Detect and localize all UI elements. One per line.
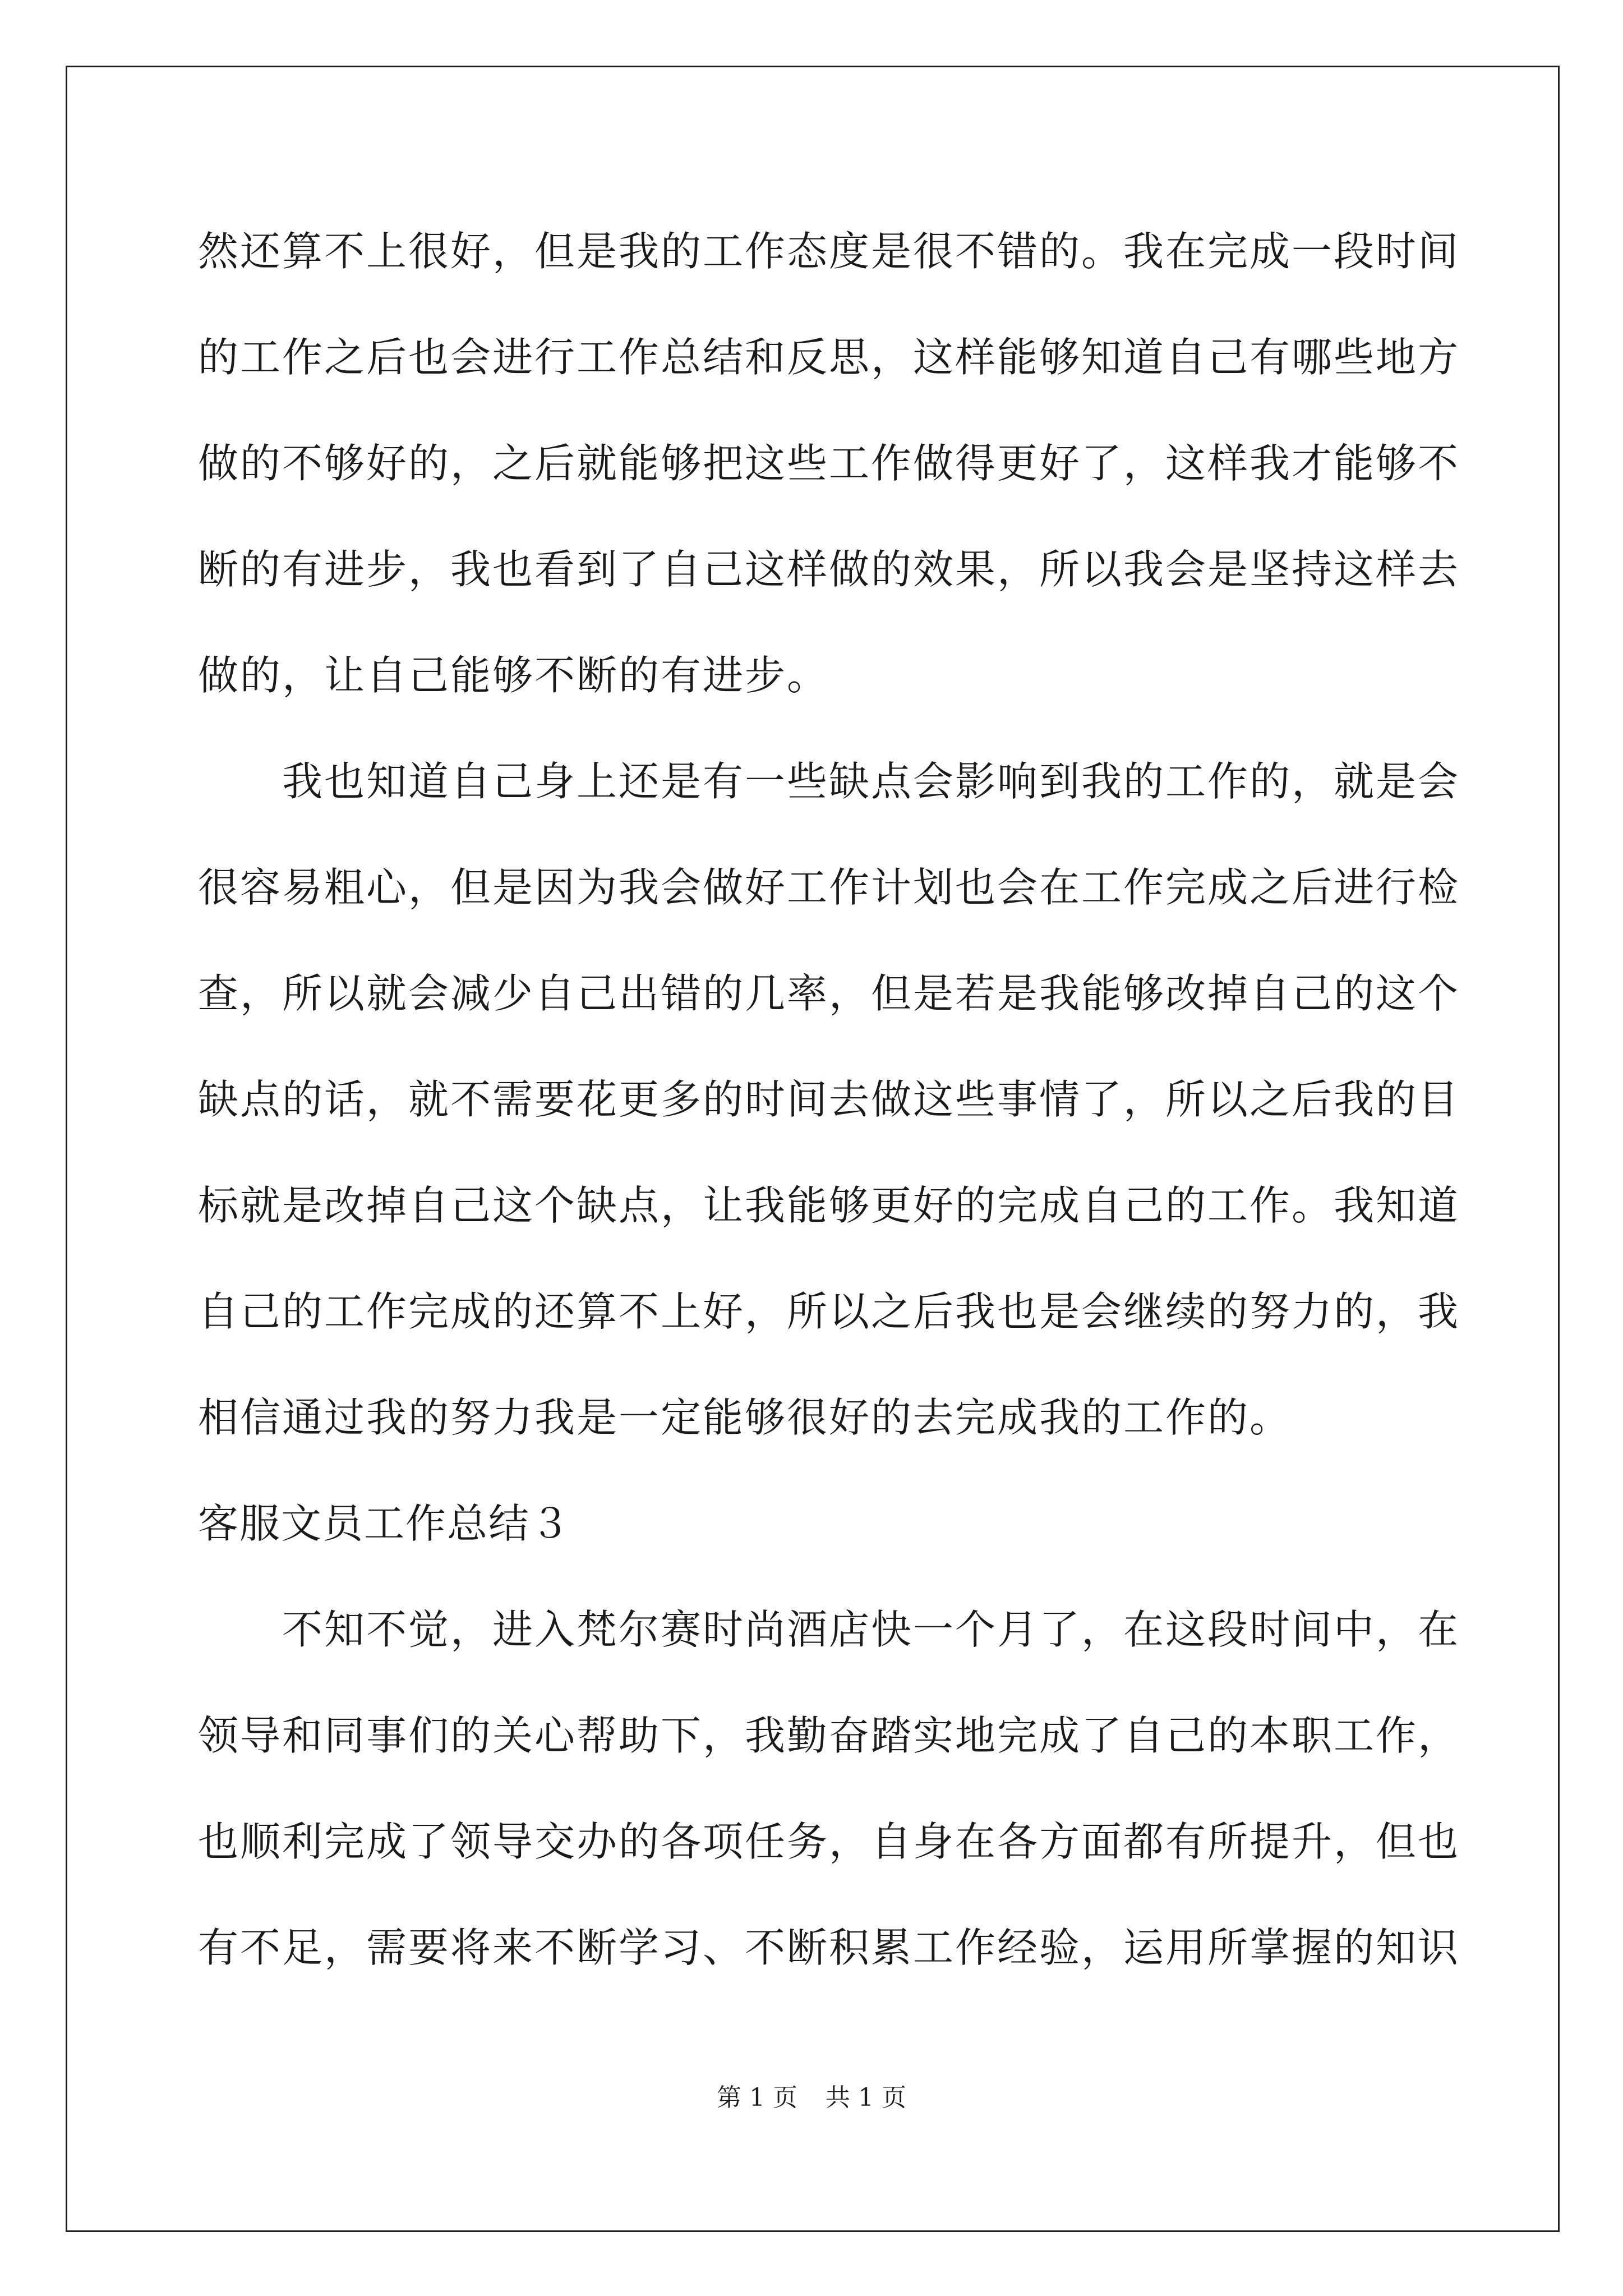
paragraph-line: 缺点的话，就不需要花更多的时间去做这些事情了，所以之后我的目 [198, 1076, 1460, 1123]
paragraph-line: 做的，让自己能够不断的有进步。 [198, 652, 829, 699]
paragraph-line: 自己的工作完成的还算不上好，所以之后我也是会继续的努力的，我 [198, 1288, 1460, 1335]
paragraph-line: 相信通过我的努力我是一定能够很好的去完成我的工作的。 [198, 1394, 1292, 1441]
paragraph-line: 不知不觉，进入梵尔赛时尚酒店快一个月了，在这段时间中，在 [282, 1606, 1460, 1653]
page-footer [0, 2081, 1623, 2115]
paragraph-line: 然还算不上很好，但是我的工作态度是很不错的。我在完成一段时间 [198, 228, 1460, 275]
paragraph-line: 查，所以就会减少自己出错的几率，但是若是我能够改掉自己的这个 [198, 970, 1460, 1017]
paragraph-line: 的工作之后也会进行工作总结和反思，这样能够知道自己有哪些地方 [198, 334, 1460, 381]
paragraph-line: 做的不够好的，之后就能够把这些工作做得更好了，这样我才能够不 [198, 440, 1460, 487]
paragraph-line: 领导和同事们的关心帮助下，我勤奋踏实地完成了自己的本职工作， [198, 1712, 1460, 1759]
section-heading: 客服文员工作总结３ [198, 1500, 572, 1547]
paragraph-line: 断的有进步，我也看到了自己这样做的效果，所以我会是坚持这样去 [198, 546, 1460, 593]
page-total: 共 1 页 [826, 2083, 906, 2112]
paragraph-line: 标就是改掉自己这个缺点，让我能够更好的完成自己的工作。我知道 [198, 1182, 1460, 1229]
paragraph-line: 也顺利完成了领导交办的各项任务，自身在各方面都有所提升，但也 [198, 1818, 1460, 1865]
paragraph-line: 有不足，需要将来不断学习、不断积累工作经验，运用所掌握的知识 [198, 1924, 1460, 1971]
paragraph-line: 很容易粗心，但是因为我会做好工作计划也会在工作完成之后进行检 [198, 864, 1460, 911]
document-body [198, 209, 1460, 2012]
page-number: 第 1 页 [717, 2083, 797, 2112]
paragraph-line: 我也知道自己身上还是有一些缺点会影响到我的工作的，就是会 [282, 758, 1460, 805]
